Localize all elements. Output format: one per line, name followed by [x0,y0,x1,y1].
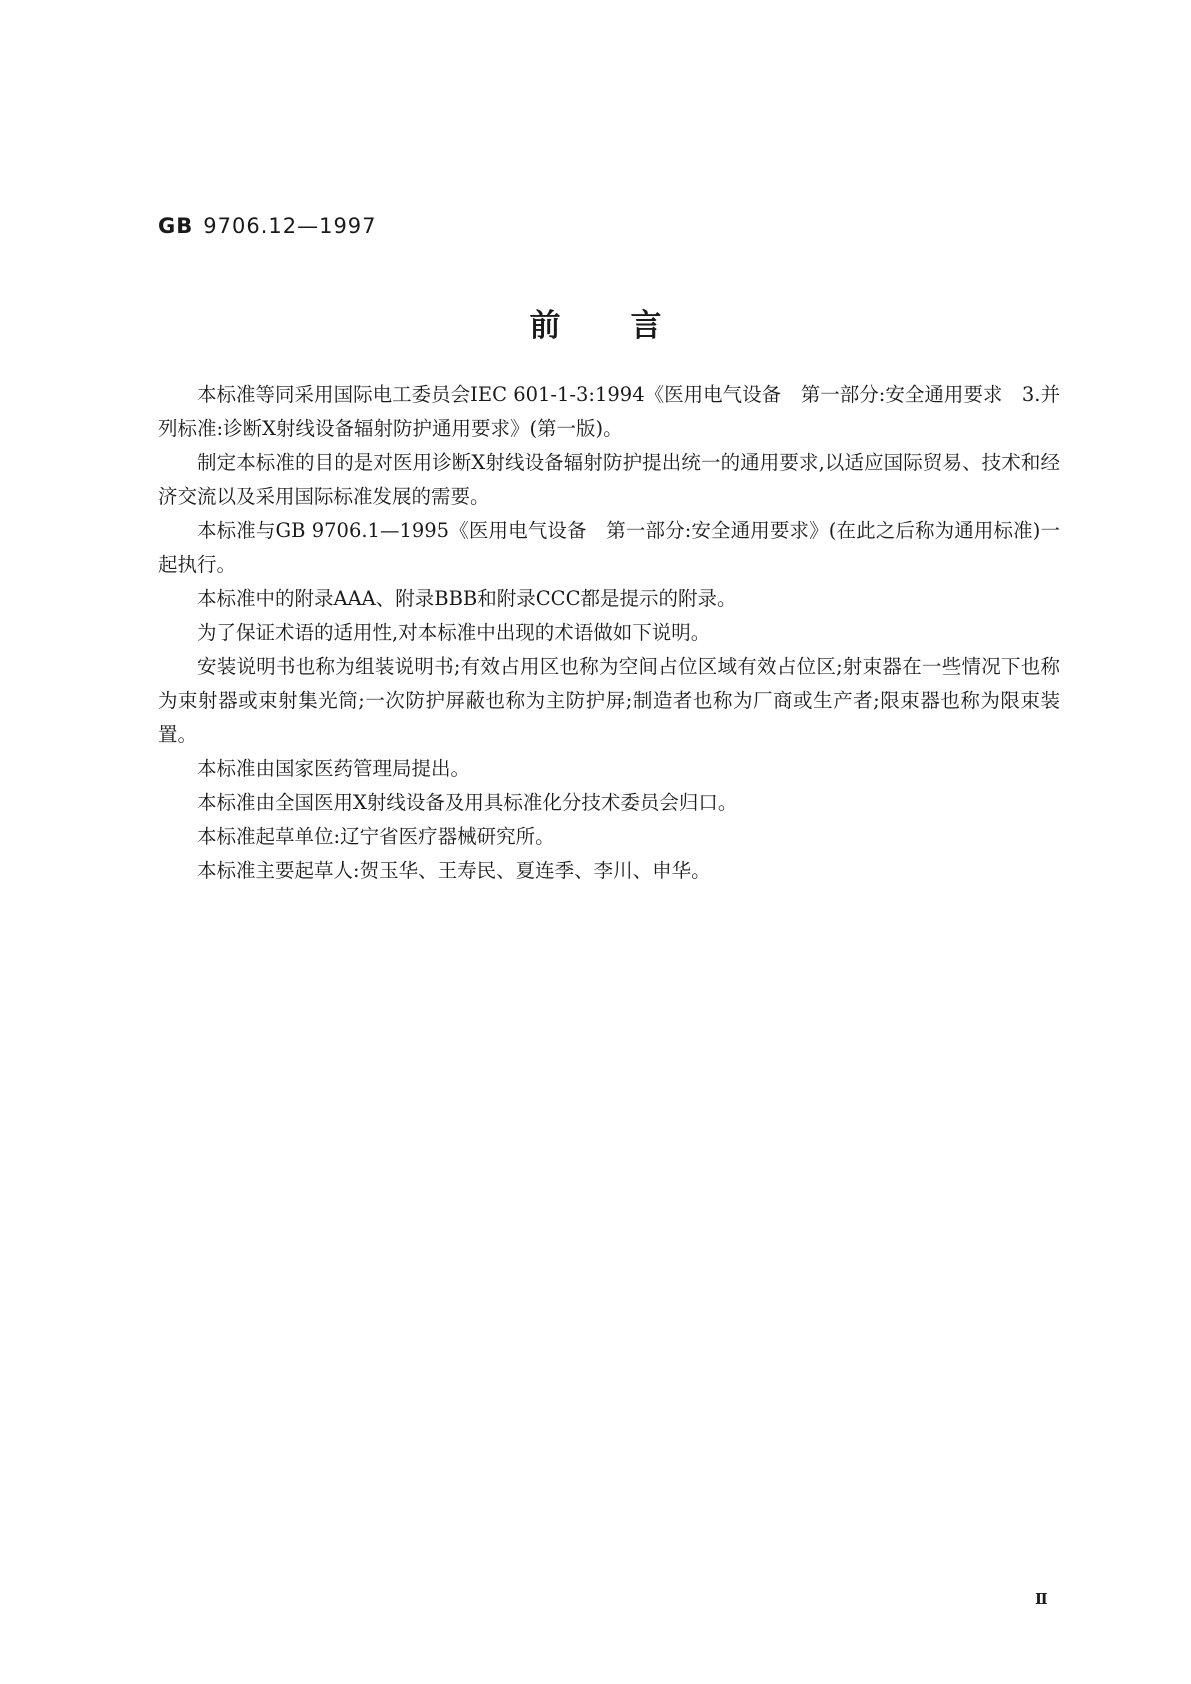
standard-code: 9706.12—1997 [203,214,377,238]
paragraph-proposer: 本标准由国家医药管理局提出。 [197,757,471,780]
page-number: Ⅱ [1035,1590,1048,1608]
standard-number [158,214,377,238]
paragraph-terminology: 安装说明书也称为组装说明书;有效占用区也称为空间占位区域有效占位区;射束器在一些情况下也称为束射器或束射集光筒;一次防护屏蔽也称为主防护屏;制造者也称为厂商或生产者;限束器也称为限束装置。 [158,655,1060,746]
foreword-body [158,378,1060,888]
paragraph-appendices: 本标准中的附录AAA、附录BBB和附录CCC都是提示的附录。 [197,587,737,610]
standard-prefix: GB [158,214,194,238]
paragraph-adoption: 本标准等同采用国际电工委员会IEC 601-1-3:1994《医用电气设备 第一部分:安全通用要求 3.并列标准:诊断X射线设备辐射防护通用要求》(第一版)。 [158,383,1060,440]
paragraph-drafters: 本标准主要起草人:贺玉华、王寿民、夏连季、李川、申华。 [197,859,711,882]
paragraph-committee: 本标准由全国医用X射线设备及用具标准化分技术委员会归口。 [197,791,738,814]
page-title: 前言 [529,308,732,344]
paragraph-drafting-unit: 本标准起草单位:辽宁省医疗器械研究所。 [197,825,555,848]
paragraph-terminology-intro: 为了保证术语的适用性,对本标准中出现的术语做如下说明。 [197,621,711,644]
paragraph-general-standard: 本标准与GB 9706.1—1995《医用电气设备 第一部分:安全通用要求》(在此之后称为通用标准)一起执行。 [158,519,1060,576]
paragraph-purpose: 制定本标准的目的是对医用诊断X射线设备辐射防护提出统一的通用要求,以适应国际贸易、技术和经济交流以及采用国际标准发展的需要。 [158,451,1060,508]
